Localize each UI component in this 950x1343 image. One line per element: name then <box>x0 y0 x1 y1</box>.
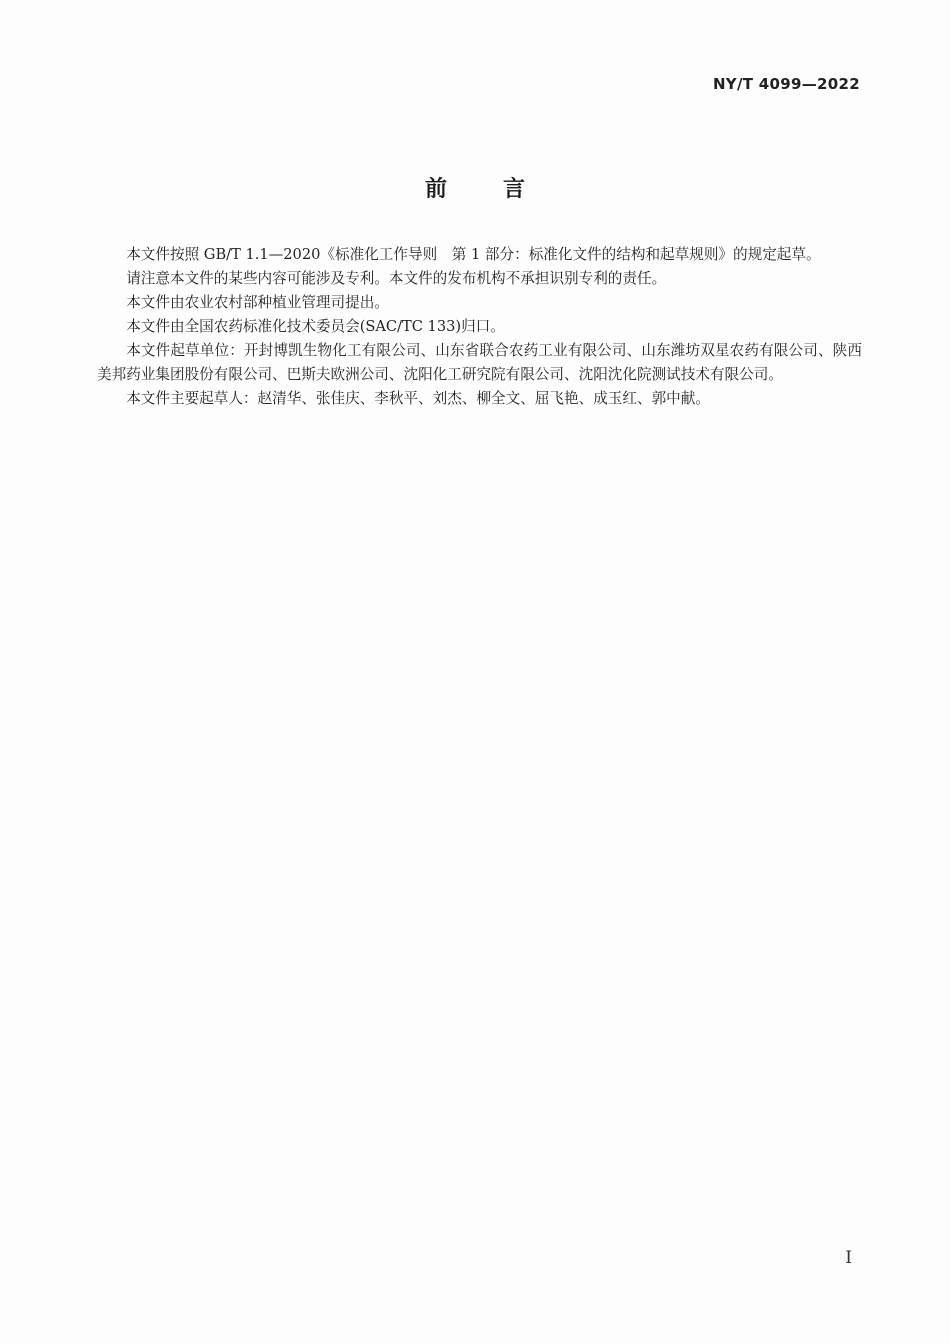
paragraph-drafters: 本文件主要起草人：赵清华、张佳庆、李秋平、刘杰、柳全文、屈飞艳、成玉红、郭中献。 <box>126 390 710 407</box>
paragraph-drafting-rules: 本文件按照 GB/T 1.1—2020《标准化工作导则 第 1 部分：标准化文件的结构和起草规则》的规定起草。 <box>126 246 821 263</box>
paragraph-patent-notice: 请注意本文件的某些内容可能涉及专利。本文件的发布机构不承担识别专利的责任。 <box>126 270 667 287</box>
paragraph-drafting-units: 本文件起草单位：开封博凯生物化工有限公司、山东省联合农药工业有限公司、山东潍坊双星农药有限公司、陕西美邦药业集团股份有限公司、巴斯夫欧洲公司、沈阳化工研究院有限公司、沈阳沈化院测试技术有限公司。 <box>97 342 862 383</box>
section-title: 前言 <box>424 177 581 202</box>
foreword-body <box>97 243 862 411</box>
page-number: I <box>845 1248 852 1268</box>
standard-code: NY/T 4099—2022 <box>712 75 860 93</box>
paragraph-proposer: 本文件由农业农村部种植业管理司提出。 <box>126 294 389 311</box>
paragraph-committee: 本文件由全国农药标准化技术委员会(SAC/TC 133)归口。 <box>126 318 505 335</box>
